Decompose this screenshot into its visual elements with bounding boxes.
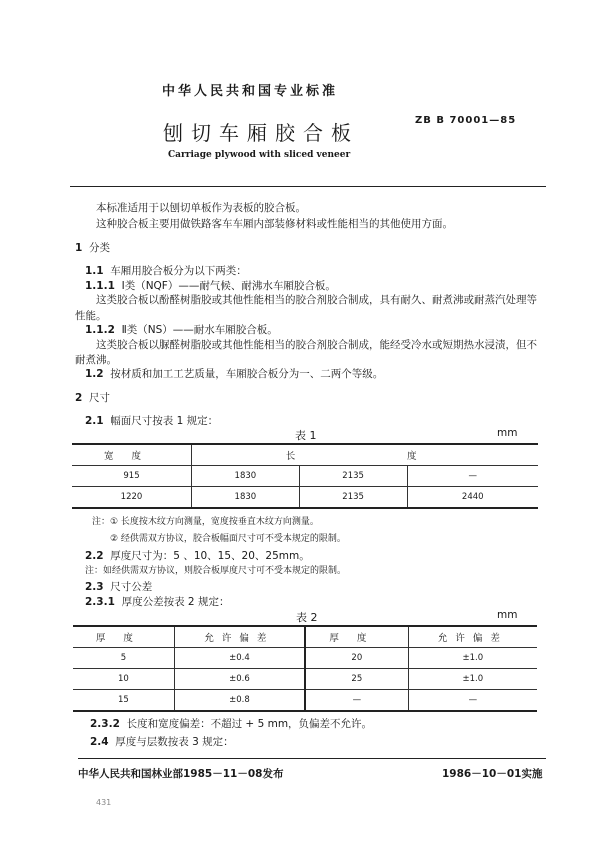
table-row [73, 669, 537, 690]
section-number: 2 [75, 392, 83, 404]
clause-text: 幅面尺寸按表 1 规定： [110, 415, 219, 427]
table-cell: 2135 [299, 466, 407, 487]
clause-text: 长度和宽度偏差：不超过 + 5 mm，负偏差不允许。 [126, 718, 373, 730]
document-title: 刨切车厢胶合板 [163, 121, 359, 145]
table-cell: ±0.8 [174, 690, 305, 712]
effective-date: 1986－10－01实施 [442, 768, 543, 780]
clause-number: 1.2 [85, 368, 104, 380]
clause-text: 厚度公差按表 2 规定： [121, 596, 230, 608]
table-cell: ±0.4 [174, 648, 305, 669]
document-title-en: Carriage plywood with sliced veneer [168, 150, 351, 160]
clause-text: 车厢用胶合板分为以下两类： [110, 265, 247, 277]
table-cell: ±1.0 [408, 648, 537, 669]
clause-number: 1.1.1 [85, 280, 115, 292]
paragraph: 这类胶合板以酚醛树脂胶或其他性能相当的胶合剂胶合制成，具有耐久、耐煮沸或耐蒸汽处理等 [96, 294, 537, 306]
table-cell: 2440 [407, 487, 538, 509]
table-cell: 允许偏差 [174, 626, 305, 648]
table-cell: — [305, 690, 408, 712]
table-row [72, 466, 538, 487]
clause-number: 2.2 [85, 550, 104, 562]
table1-note: ② 经供需双方协议，胶合板幅面尺寸可不受本规定的限制。 [110, 534, 346, 544]
section-heading: 尺寸 [89, 392, 110, 404]
table-cell: — [407, 466, 538, 487]
table-cell: 允许偏差 [408, 626, 537, 648]
clause-number: 1.1 [85, 265, 104, 277]
table-header: 长 [192, 444, 408, 466]
table-cell: 1830 [192, 487, 300, 509]
table1-unit: mm [497, 427, 518, 439]
table-cell: 1830 [192, 466, 300, 487]
clause-number: 1.1.2 [85, 324, 115, 336]
table-cell: 15 [73, 690, 174, 712]
table-row [73, 690, 537, 712]
intro-line: 本标准适用于以刨切单板作为表板的胶合板。 [96, 202, 306, 214]
table-cell: ±0.6 [174, 669, 305, 690]
clause-text: 按材质和加工工艺质量，车厢胶合板分为一、二两个等级。 [110, 368, 384, 380]
table-row [72, 487, 538, 509]
table-row [73, 648, 537, 669]
clause-number: 2.4 [90, 736, 109, 748]
section-number: 1 [75, 242, 83, 254]
table2-unit: mm [497, 609, 518, 621]
clause-number: 2.3.1 [85, 596, 115, 608]
clause-number: 2.1 [85, 415, 104, 427]
table-cell: 20 [305, 648, 408, 669]
clause-text: 厚度与层数按表 3 规定： [115, 736, 234, 748]
table2-caption: 表 2 [296, 611, 318, 624]
table-header: 宽度 [72, 444, 192, 466]
table-cell: 10 [73, 669, 174, 690]
issue-date: 中华人民共和国林业部1985－11－08发布 [78, 768, 284, 780]
issuing-org: 中华人民共和国专业标准 [162, 84, 339, 99]
clause-text: 尺寸公差 [110, 581, 153, 593]
table1-caption: 表 1 [295, 429, 317, 442]
table2 [73, 625, 537, 712]
table-header-row [72, 444, 538, 466]
paragraph: 这类胶合板以脲醛树脂胶或其他性能相当的胶合剂胶合制成，能经受冷水或短期热水浸渍，但不 [96, 339, 537, 351]
page-number: 431 [96, 798, 112, 807]
table-header: 度 [407, 444, 538, 466]
clause-number: 2.3 [85, 581, 104, 593]
paragraph: 性能。 [75, 310, 107, 322]
paragraph: 耐煮沸。 [75, 354, 117, 366]
clause-text: Ⅰ类（NQF）——耐气候、耐沸水车厢胶合板。 [121, 280, 336, 292]
table-cell: 厚度 [73, 626, 174, 648]
table-cell: 915 [72, 466, 192, 487]
table-cell: 1220 [72, 487, 192, 509]
intro-line: 这种胶合板主要用做铁路客车车厢内部装修材料或性能相当的其他使用方面。 [96, 218, 453, 230]
table-cell: ±1.0 [408, 669, 537, 690]
footer-rule [78, 758, 546, 759]
clause-text: Ⅱ类（NS）——耐水车厢胶合板。 [121, 324, 278, 336]
header-rule [70, 186, 546, 187]
clause-number: 2.3.2 [90, 718, 120, 730]
table-cell: 2135 [299, 487, 407, 509]
standard-code: ZB B 70001—85 [415, 115, 517, 126]
note: 注：如经供需双方协议，则胶合板厚度尺寸可不受本规定的限制。 [85, 566, 347, 576]
table1-note: 注：① 长度按木纹方向测量，宽度按垂直木纹方向测量。 [92, 517, 319, 527]
table1 [72, 443, 538, 509]
section-heading: 分类 [89, 242, 110, 254]
table-cell: 25 [305, 669, 408, 690]
clause-text: 厚度尺寸为：5 、10、15、20、25mm。 [110, 550, 310, 562]
table-cell: 5 [73, 648, 174, 669]
table-header-row [73, 626, 537, 648]
table-cell: — [408, 690, 537, 712]
table-cell: 厚度 [305, 626, 408, 648]
